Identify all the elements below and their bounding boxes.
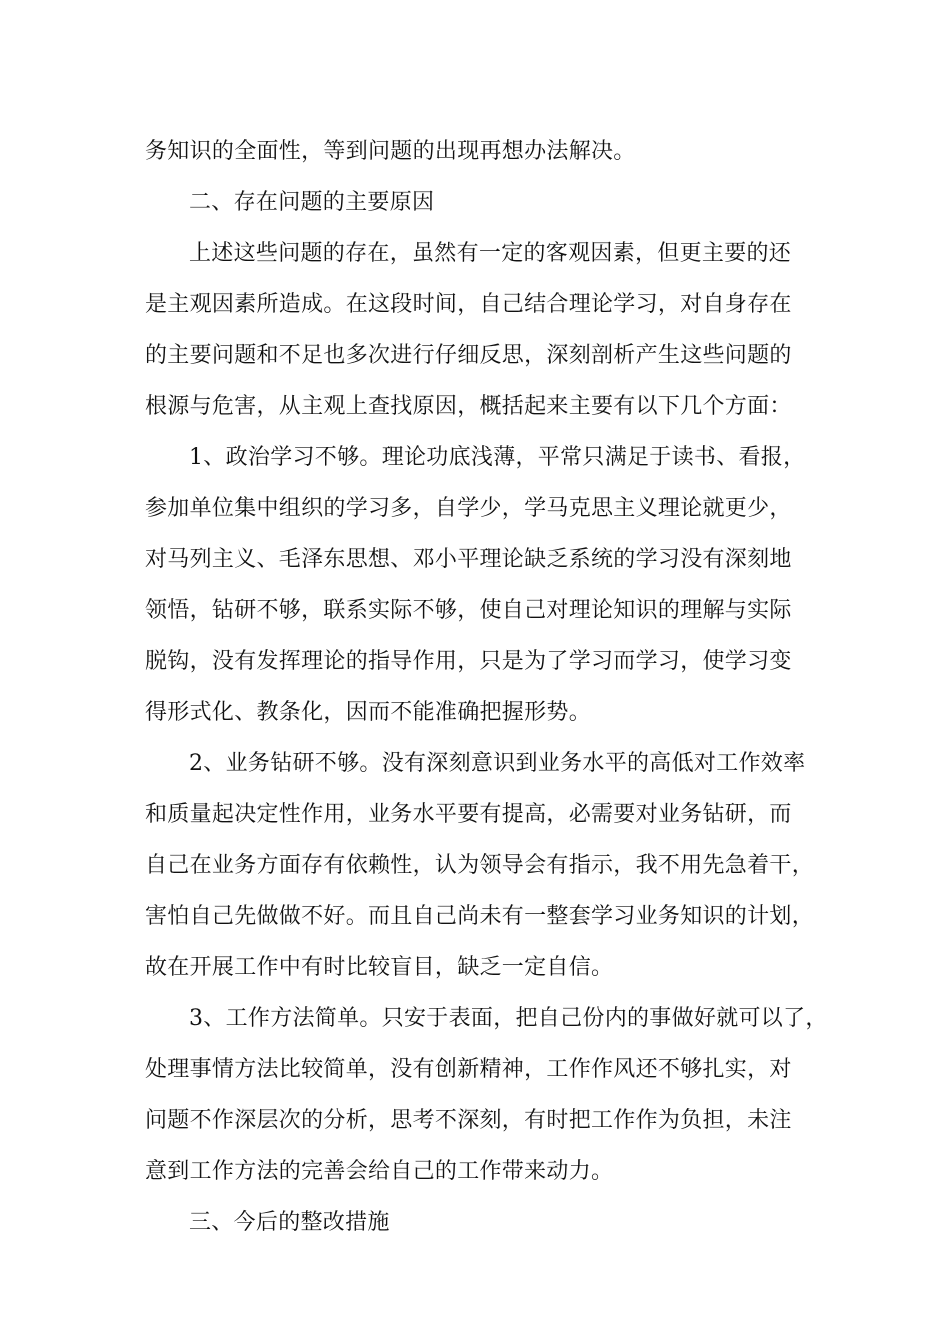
document-body [145, 126, 828, 1248]
text-line: 意到工作方法的完善会给自己的工作带来动力。 [145, 1159, 614, 1184]
text-line: 根源与危害，从主观上查找原因，概括起来主要有以下几个方面： [145, 394, 792, 419]
text-line: 问题不作深层次的分析，思考不深刻，有时把工作作为负担，未注 [145, 1108, 792, 1133]
text-line: 的主要问题和不足也多次进行仔细反思，深刻剖析产生这些问题的 [145, 343, 792, 368]
text-line: 对马列主义、毛泽东思想、邓小平理论缺乏系统的学习没有深刻地 [145, 547, 792, 572]
text-line: 害怕自己先做做不好。而且自己尚未有一整套学习业务知识的计划， [145, 904, 815, 929]
text-line: 务知识的全面性，等到问题的出现再想办法解决。 [145, 139, 636, 164]
text-line: 3、工作方法简单。只安于表面，把自己份内的事做好就可以了， [189, 1006, 828, 1031]
text-line: 处理事情方法比较简单，没有创新精神，工作作风还不够扎实，对 [145, 1057, 792, 1082]
text-line: 三、今后的整改措施 [189, 1210, 390, 1235]
text-line: 2、业务钻研不够。没有深刻意识到业务水平的高低对工作效率 [189, 751, 806, 776]
text-line: 故在开展工作中有时比较盲目，缺乏一定自信。 [145, 955, 614, 980]
text-line: 参加单位集中组织的学习多，自学少，学马克思主义理论就更少， [145, 496, 792, 521]
text-line: 和质量起决定性作用，业务水平要有提高，必需要对业务钻研，而 [145, 802, 792, 827]
text-line: 1、政治学习不够。理论功底浅薄，平常只满足于读书、看报， [189, 445, 806, 470]
text-line: 脱钩，没有发挥理论的指导作用，只是为了学习而学习，使学习变 [145, 649, 792, 674]
text-line: 得形式化、教条化，因而不能准确把握形势。 [145, 700, 592, 725]
text-line: 是主观因素所造成。在这段时间，自己结合理论学习，对自身存在 [145, 292, 792, 317]
text-line: 上述这些问题的存在，虽然有一定的客观因素，但更主要的还 [189, 241, 792, 266]
text-line: 二、存在问题的主要原因 [189, 190, 435, 215]
text-line: 领悟，钻研不够，联系实际不够，使自己对理论知识的理解与实际 [145, 598, 792, 623]
text-line: 自己在业务方面存有依赖性，认为领导会有指示，我不用先急着干， [145, 853, 815, 878]
